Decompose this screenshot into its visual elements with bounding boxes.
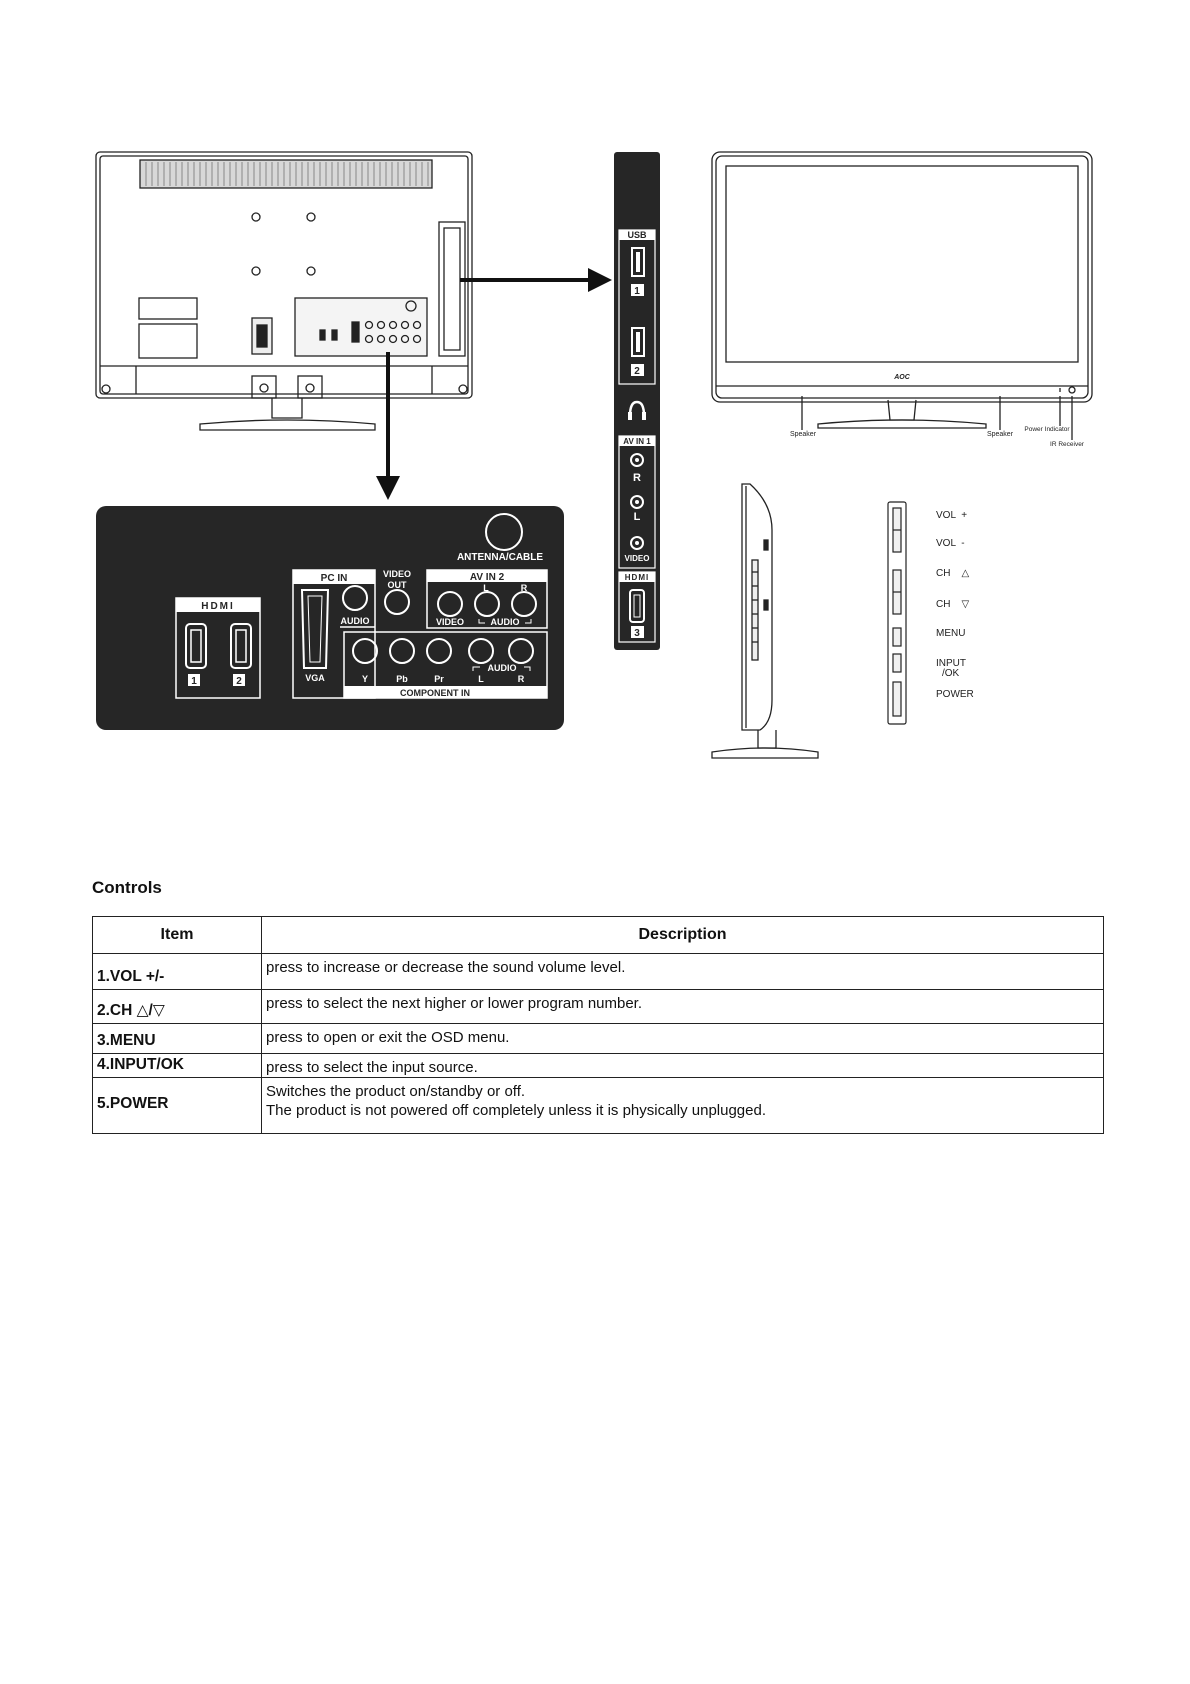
input-label: INPUT xyxy=(936,658,966,669)
svg-text:R: R xyxy=(633,472,641,484)
side-connector-panel xyxy=(614,152,660,650)
svg-text:Pb: Pb xyxy=(396,674,408,684)
description-line: Switches the product on/standby or off. xyxy=(266,1083,526,1100)
svg-text:2: 2 xyxy=(236,676,242,687)
power-label: POWER xyxy=(936,689,974,700)
tv-screen xyxy=(726,166,1078,362)
item-cell: 5.POWER xyxy=(93,1078,262,1134)
tv-front-view xyxy=(712,152,1092,440)
svg-text:Pr: Pr xyxy=(434,674,444,684)
speaker-right-label: Speaker xyxy=(986,431,1014,438)
table-row xyxy=(93,1024,1104,1054)
input-ok-button xyxy=(893,654,901,672)
svg-text:R: R xyxy=(520,583,528,593)
menu-button xyxy=(893,628,901,646)
description-cell: press to select the next higher or lower program number. xyxy=(262,990,1104,1024)
svg-text:1: 1 xyxy=(191,676,197,687)
vesa-hole xyxy=(307,267,315,275)
description-cell: press to select the input source. xyxy=(262,1054,1104,1078)
svg-text:L: L xyxy=(633,511,641,523)
vol-plus-label: VOL + xyxy=(936,510,968,521)
component-in-label: COMPONENT IN xyxy=(399,688,471,698)
hdmi-logo: HDMI xyxy=(201,601,235,612)
item-cell: 1.VOL +/- xyxy=(93,954,262,990)
item-cell: 3.MENU xyxy=(93,1024,262,1054)
vesa-hole xyxy=(252,267,260,275)
usb-label: USB xyxy=(627,230,647,240)
speaker-left-label: Speaker xyxy=(789,431,817,438)
table-row xyxy=(93,1078,1104,1134)
description-cell: press to increase or decrease the sound volume level. xyxy=(262,954,1104,990)
vent-grille xyxy=(140,160,432,188)
svg-text:VIDEO: VIDEO xyxy=(624,554,650,563)
av-in-1-label: AV IN 1 xyxy=(623,437,651,446)
power-button xyxy=(893,682,901,716)
ch-up-label: CH △ xyxy=(936,568,970,579)
controls-table xyxy=(92,916,1104,1134)
svg-text:1: 1 xyxy=(634,286,640,297)
description-cell xyxy=(262,1078,1104,1134)
tv-brand-logo: AOC xyxy=(894,374,910,381)
antenna-label: ANTENNA/CABLE xyxy=(456,552,544,563)
power-indicator-label: Power Indicator xyxy=(1024,426,1070,433)
rear-connector-panel xyxy=(96,506,564,730)
svg-text:L: L xyxy=(483,583,489,593)
ch-down-label: CH ▽ xyxy=(936,599,970,610)
svg-text:2: 2 xyxy=(634,366,640,377)
tv-rear-view xyxy=(96,152,472,430)
controls-title: Controls xyxy=(92,878,162,897)
table-header-row xyxy=(93,917,1104,954)
item-cell: 2.CH △/▽ xyxy=(93,990,262,1024)
input-ok-label: /OK xyxy=(942,668,960,679)
menu-label: MENU xyxy=(936,628,966,639)
description-cell: press to open or exit the OSD menu. xyxy=(262,1024,1104,1054)
description-line: The product is not powered off completely unless it is physically unplugged. xyxy=(266,1102,767,1119)
description-header: Description xyxy=(262,917,1104,954)
vol-minus-label: VOL - xyxy=(936,538,965,549)
item-header: Item xyxy=(93,917,262,954)
svg-text:VIDEO: VIDEO xyxy=(382,569,412,579)
arrow-to-rear-panel xyxy=(376,352,400,500)
vesa-hole xyxy=(252,213,260,221)
svg-text:VIDEO: VIDEO xyxy=(435,617,465,627)
pc-in-label: PC IN xyxy=(320,573,348,584)
svg-text:AUDIO: AUDIO xyxy=(487,663,517,673)
ir-receiver-label: IR Receiver xyxy=(1050,441,1084,448)
svg-text:OUT: OUT xyxy=(387,580,407,590)
svg-text:Y: Y xyxy=(361,674,369,684)
pc-audio-label: AUDIO xyxy=(340,616,370,626)
arrow-to-side-panel xyxy=(460,268,612,292)
vga-label: VGA xyxy=(305,673,325,683)
table-row xyxy=(93,990,1104,1024)
tv-side-profile xyxy=(712,484,818,758)
av-in-2-label: AV IN 2 xyxy=(469,572,505,583)
svg-text:3: 3 xyxy=(634,628,640,639)
side-hdmi-logo: HDMI xyxy=(624,573,650,582)
vesa-hole xyxy=(307,213,315,221)
table-row xyxy=(93,1054,1104,1078)
svg-text:AUDIO: AUDIO xyxy=(490,617,520,627)
table-row xyxy=(93,954,1104,990)
svg-text:R: R xyxy=(517,674,525,684)
svg-text:L: L xyxy=(478,674,484,684)
item-cell: 4.INPUT/OK xyxy=(93,1054,262,1078)
side-button-panel xyxy=(888,502,906,724)
